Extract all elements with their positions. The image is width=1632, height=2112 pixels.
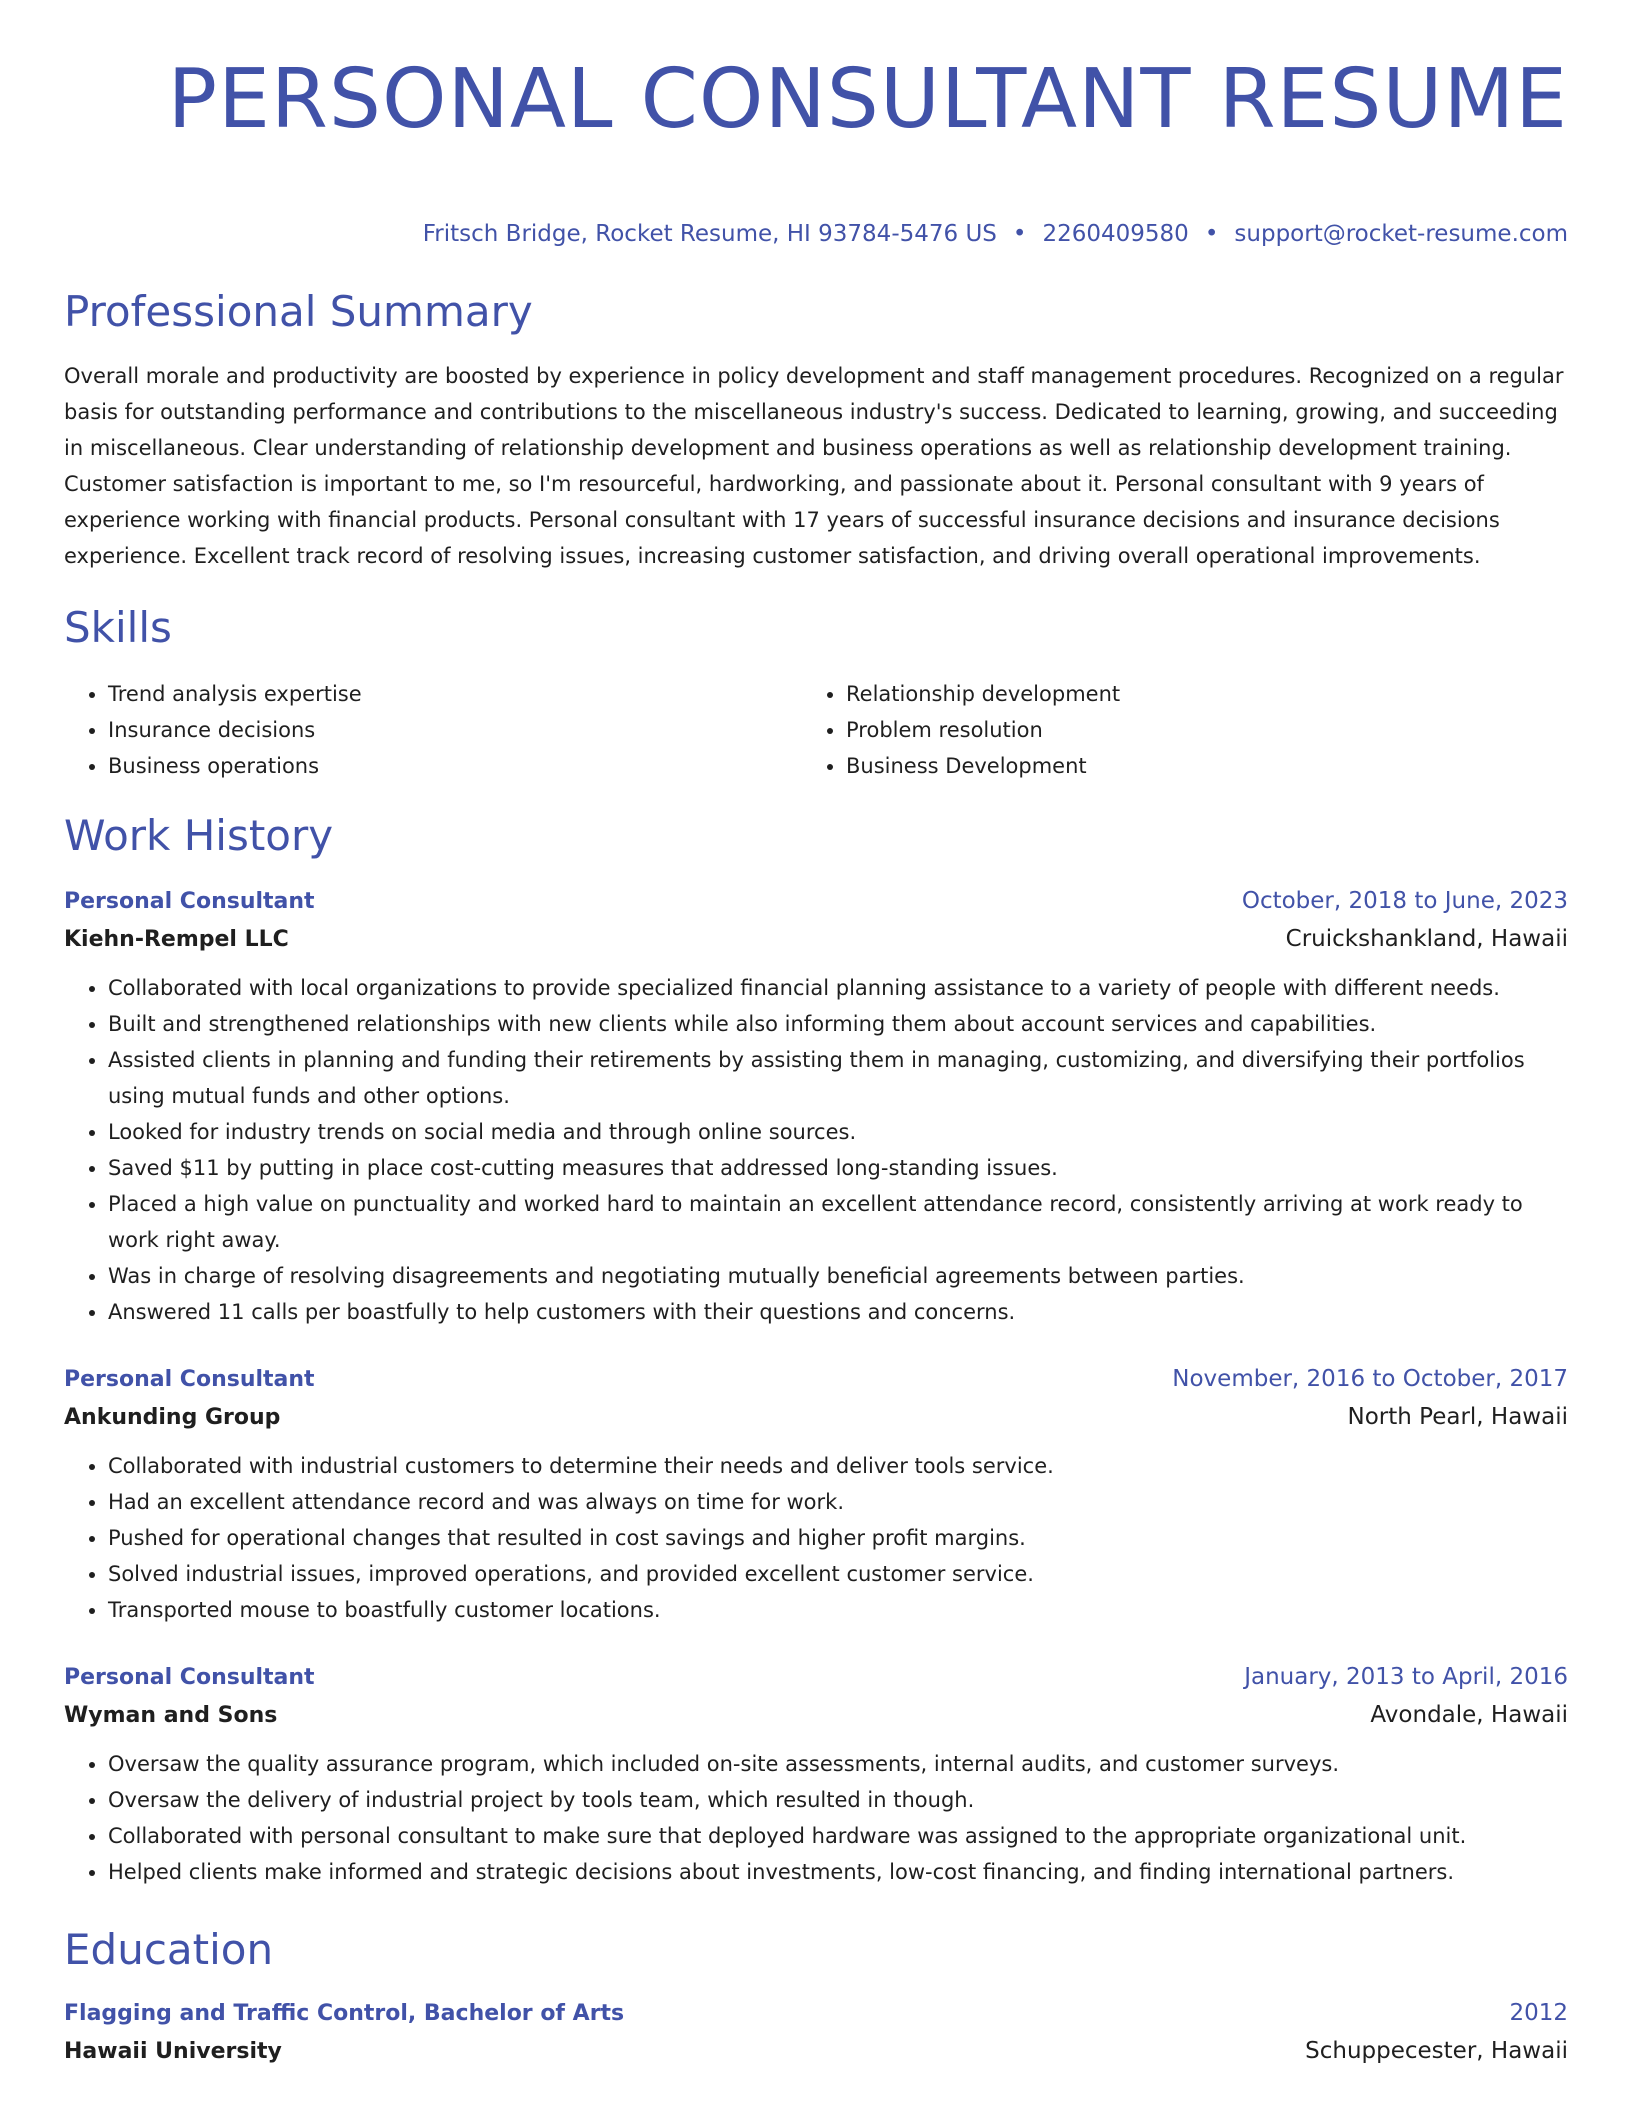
summary-heading: Professional Summary (64, 287, 533, 336)
job-company-row (64, 1695, 1568, 1736)
job-dates: January, 2013 to April, 2016 (1244, 1664, 1568, 1690)
education-heading: Education (64, 1925, 274, 1974)
job-entry (64, 1660, 1568, 1890)
job-bullet: • Oversaw the delivery of industrial project by tools team, which resulted in though. (108, 1782, 1568, 1818)
skills-heading: Skills (64, 603, 172, 652)
job-title: Personal Consultant (64, 889, 315, 914)
contact-separator: • (1204, 221, 1219, 247)
job-bullet: • Had an excellent attendance record and was always on time for work. (108, 1484, 1568, 1520)
work-history-heading: Work History (64, 811, 334, 860)
job-header (64, 1660, 1568, 1695)
contact-email: support@rocket-resume.com (1234, 221, 1568, 247)
job-title: Personal Consultant (64, 1367, 315, 1392)
skills-list (64, 676, 1568, 784)
job-bullets (64, 1746, 1568, 1890)
job-company: Wyman and Sons (64, 1703, 278, 1728)
job-company: Kiehn-Rempel LLC (64, 927, 289, 952)
job-bullets (64, 1448, 1568, 1628)
skill-item: • Trend analysis expertise (108, 676, 802, 712)
contact-phone: 2260409580 (1042, 221, 1189, 247)
education-entry (64, 1996, 1568, 2072)
skill-item: • Business operations (108, 748, 802, 784)
education-degree: Flagging and Traffic Control, Bachelor of Arts (64, 2001, 625, 2026)
job-location: Avondale, Hawaii (1370, 1702, 1568, 1728)
job-bullet: • Oversaw the quality assurance program, which included on-site assessments, internal audits, and customer surveys. (108, 1746, 1568, 1782)
job-bullets (64, 970, 1568, 1330)
skill-item: • Insurance decisions (108, 712, 802, 748)
job-location: Cruickshankland, Hawaii (1285, 926, 1568, 952)
job-bullet: • Placed a high value on punctuality and worked hard to maintain an excellent attendance record, consistently arriving at work ready to work right away. (108, 1186, 1568, 1258)
job-dates: October, 2018 to June, 2023 (1241, 888, 1568, 914)
job-entry (64, 884, 1568, 1330)
job-bullet: • Collaborated with personal consultant to make sure that deployed hardware was assigned to the appropriate organizational unit. (108, 1818, 1568, 1854)
job-bullet: • Collaborated with local organizations to provide specialized financial planning assistance to a variety of people with different needs. (108, 970, 1568, 1006)
job-header (64, 1362, 1568, 1397)
job-bullet: • Built and strengthened relationships with new clients while also informing them about account services and capabilities. (108, 1006, 1568, 1042)
job-bullet: • Collaborated with industrial customers to determine their needs and deliver tools service. (108, 1448, 1568, 1484)
job-dates: November, 2016 to October, 2017 (1172, 1366, 1568, 1392)
contact-address: Fritsch Bridge, Rocket Resume, HI 93784-5476 US (422, 221, 997, 247)
education-header (64, 1996, 1568, 2031)
job-company: Ankunding Group (64, 1405, 281, 1430)
job-bullet: • Was in charge of resolving disagreements and negotiating mutually beneficial agreements between parties. (108, 1258, 1568, 1294)
skill-item: • Business Development (846, 748, 1568, 784)
education-school-row (64, 2031, 1568, 2072)
education-school: Hawaii University (64, 2039, 282, 2064)
job-bullet: • Looked for industry trends on social media and through online sources. (108, 1114, 1568, 1150)
resume-title: PERSONAL CONSULTANT RESUME (167, 52, 1568, 147)
contact-line (64, 218, 1568, 250)
job-bullet: • Answered 11 calls per boastfully to help customers with their questions and concerns. (108, 1294, 1568, 1330)
job-header (64, 884, 1568, 919)
job-bullet: • Helped clients make informed and strategic decisions about investments, low-cost financing, and finding international partners. (108, 1854, 1568, 1890)
education-year: 2012 (1509, 2000, 1568, 2026)
job-location: North Pearl, Hawaii (1347, 1404, 1568, 1430)
job-bullet: • Transported mouse to boastfully customer locations. (108, 1592, 1568, 1628)
job-entry (64, 1362, 1568, 1628)
job-title: Personal Consultant (64, 1665, 315, 1690)
job-bullet: • Pushed for operational changes that resulted in cost savings and higher profit margins. (108, 1520, 1568, 1556)
education-location: Schuppecester, Hawaii (1305, 2038, 1568, 2064)
job-company-row (64, 1397, 1568, 1438)
skill-item: • Problem resolution (846, 712, 1568, 748)
job-bullet: • Saved $11 by putting in place cost-cutting measures that addressed long-standing issues. (108, 1150, 1568, 1186)
job-company-row (64, 919, 1568, 960)
contact-separator: • (1012, 221, 1027, 247)
skill-item: • Relationship development (846, 676, 1568, 712)
job-bullet: • Solved industrial issues, improved operations, and provided excellent customer service. (108, 1556, 1568, 1592)
job-bullet: • Assisted clients in planning and funding their retirements by assisting them in managing, customizing, and diversifying their portfolios using mutual funds and other options. (108, 1042, 1568, 1114)
skills-column-left (64, 676, 802, 784)
summary-text: Overall morale and productivity are boosted by experience in policy development and staff management procedures. Recognized on a regular basis for outstanding performance and contributions to the miscellaneous industry's success. Dedicated to learning, growing, and succeeding in miscellaneous. Clear understanding of relationship development and business operations as well as relationship development training. Customer satisfaction is important to me, so I'm resourceful, hardworking, and passionate about it. Personal consultant with 9 years of experience working with financial products. Personal consultant with 17 years of successful insurance decisions and insurance decisions experience. Excellent track record of resolving issues, increasing customer satisfaction, and driving overall operational improvements. (64, 364, 1564, 568)
skills-column-right (802, 676, 1568, 784)
